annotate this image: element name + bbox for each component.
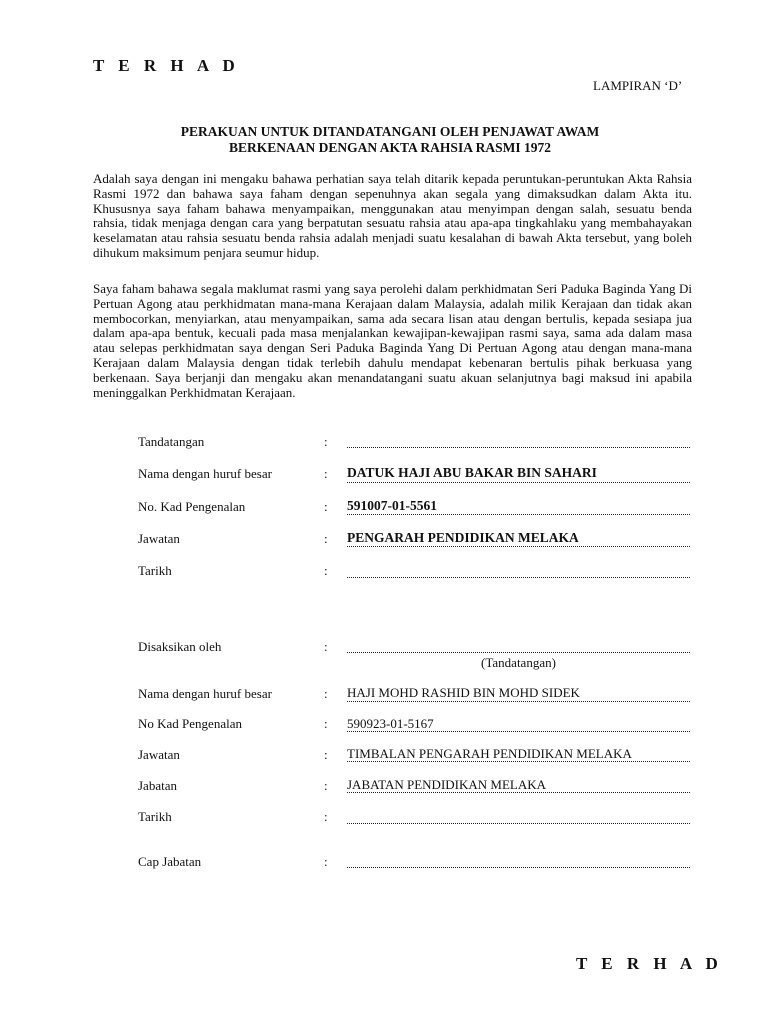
stamp-label: Cap Jabatan (138, 854, 202, 869)
signature-label: Tandatangan (138, 434, 205, 449)
witness-position-label: Jawatan (138, 747, 180, 762)
date-line (347, 577, 690, 578)
classification-header: T E R H A D (93, 56, 240, 75)
department-line (347, 792, 690, 793)
declarant-position-value: PENGARAH PENDIDIKAN MELAKA (347, 530, 579, 545)
witness-ic-label: No Kad Pengenalan (138, 716, 242, 731)
colon: : (324, 639, 328, 654)
department-value: JABATAN PENDIDIKAN MELAKA (347, 777, 547, 792)
declaration-paragraph-1: Adalah saya dengan ini mengaku bahawa perhatian saya telah ditarik kepada peruntukan-peruntukan Akta Rahsia Rasmi 1972 dan bahawa saya faham dengan sepenuhnya akan segala yang dimaksudkan dalam Akta itu. Khususnya saya faham bahawa menyampaikan, menggunakan atau menyimpan dengan salah, sesuatu benda rahsia, tidak menjaga dengan cara yang berpatutan sesuatu rahsia atau apa-apa tingkahlaku yang membahayakan keselamatan atau rahsia sesuatu benda rahsia adalah menjadi suatu kesalahan di bawah Akta tersebut, yang boleh dihukum maksimum penjara seumur hidup. (93, 171, 692, 260)
signature-caption: (Tandatangan) (481, 655, 556, 670)
witness-ic-line (347, 731, 690, 732)
witness-ic-value: 590923-01-5167 (347, 716, 434, 731)
colon: : (324, 854, 328, 869)
name-label: Nama dengan huruf besar (138, 466, 272, 481)
witness-name-line (347, 701, 690, 702)
signature-line (347, 447, 690, 448)
colon: : (324, 499, 328, 514)
document-title (90, 124, 690, 156)
witness-name-label: Nama dengan huruf besar (138, 686, 272, 701)
declarant-ic-value: 591007-01-5561 (347, 498, 437, 513)
witness-signature-line (347, 652, 690, 653)
department-label: Jabatan (138, 778, 177, 793)
colon: : (324, 686, 328, 701)
witness-name-value: HAJI MOHD RASHID BIN MOHD SIDEK (347, 685, 580, 700)
colon: : (324, 466, 328, 481)
declarant-name-value: DATUK HAJI ABU BAKAR BIN SAHARI (347, 465, 597, 480)
colon: : (324, 809, 328, 824)
witness-position-line (347, 761, 690, 762)
ic-line (347, 514, 690, 515)
declaration-paragraph-2: Saya faham bahawa segala maklumat rasmi yang saya perolehi dalam perkhidmatan Seri Paduka Baginda Yang Di Pertuan Agong atau perkhidmatan mana-mana Kerajaan dalam Malaysia, adalah milik Kerajaan dan tidak akan membocorkan, menyiarkan, atau menyampaikan, sama ada secara lisan atau dengan bertulis, kepada sesiapa jua dalam apa-apa bentuk, kecuali pada masa menjalankan kewajipan-kewajipan rasmi saya, sama ada dalam masa atau selepas perkhidmatan saya dengan Seri Paduka Baginda Yang Di Pertuan Agong atau dengan mana-mana Kerajaan dalam Malaysia dengan tidak terlebih dahulu mendapat kebenaran bertulis pihak berkuasa yang berkenaan. Saya berjanji dan mengaku akan menandatangani suatu akuan selanjutnya bagi maksud ini apabila meninggalkan Perkhidmatan Kerajaan. (93, 281, 692, 400)
classification-footer: T E R H A D (576, 954, 723, 973)
colon: : (324, 563, 328, 578)
ic-label: No. Kad Pengenalan (138, 499, 246, 514)
appendix-label: LAMPIRAN ‘D’ (593, 78, 683, 93)
document-title-line1: PERAKUAN UNTUK DITANDATANGANI OLEH PENJAWAT AWAM (180, 124, 600, 139)
position-label: Jawatan (138, 531, 180, 546)
witness-date-line (347, 823, 690, 824)
witnessed-by-label: Disaksikan oleh (138, 639, 222, 654)
witness-date-label: Tarikh (138, 809, 172, 824)
name-line (347, 482, 690, 483)
document-title-line2: BERKENAAN DENGAN AKTA RAHSIA RASMI 1972 (229, 140, 551, 155)
colon: : (324, 716, 328, 731)
colon: : (324, 778, 328, 793)
witness-position-value: TIMBALAN PENGARAH PENDIDIKAN MELAKA (347, 746, 632, 761)
position-line (347, 546, 690, 547)
colon: : (324, 434, 328, 449)
colon: : (324, 747, 328, 762)
colon: : (324, 531, 328, 546)
stamp-line (347, 867, 690, 868)
date-label: Tarikh (138, 563, 172, 578)
